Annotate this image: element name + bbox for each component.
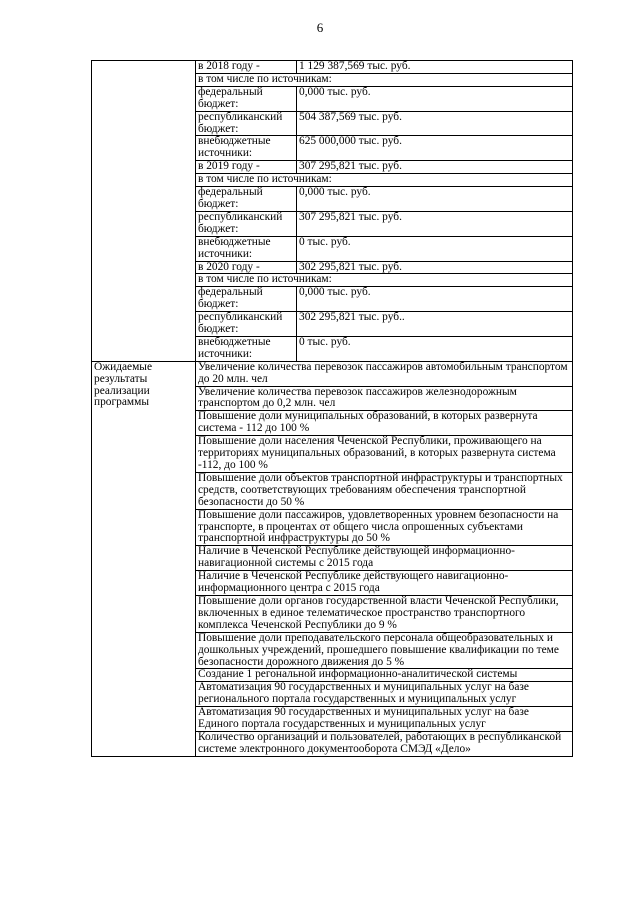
result-item: Повышение доли органов государственной власти Чеченской Республики, включенных в единое телематическое пространство транспортного комплекса Чеченской Республики до 9 % [196,595,573,632]
source-name: внебюджетные источники: [196,336,297,361]
result-item: Автоматизация 90 государственных и муниципальных услуг на базе регионального портала государственных и муниципальных услуг [196,682,573,707]
year-total: 1 129 387,569 тыс. руб. [297,61,573,74]
sources-header: в том числе по источникам: [196,73,573,86]
year-label: в 2018 году - [196,61,297,74]
result-row [92,361,573,386]
page-number: 6 [316,20,324,35]
result-item: Повышение доли муниципальных образований, в которых развернута система - 112 до 100 % [196,411,573,436]
source-value: 0 тыс. руб. [297,236,573,261]
source-name: республиканский бюджет: [196,312,297,337]
year-row [92,61,573,74]
source-name: федеральный бюджет: [196,287,297,312]
year-total: 302 295,821 тыс. руб. [297,261,573,274]
source-name: федеральный бюджет: [196,86,297,111]
result-item: Автоматизация 90 государственных и муниципальных услуг на базе Единого портала государственных и муниципальных услуг [196,707,573,732]
program-passport-table [91,60,573,757]
result-item: Повышение доли населения Чеченской Республики, проживающего на территориях муниципальных образований, в которых развернута система -112, до 100 % [196,436,573,473]
result-item: Наличие в Чеченской Республике действующей информационно-навигационной системы с 2015 года [196,546,573,571]
result-item: Увеличение количества перевозок пассажиров автомобильным транспортом до 20 млн. чел [196,361,573,386]
source-value: 0,000 тыс. руб. [297,287,573,312]
result-item: Повышение доли преподавательского персонала общеобразовательных и дошкольных учреждений, прошедшего повышение квалификации по теме безопасности дорожного движения до 5 % [196,632,573,669]
year-label: в 2020 году - [196,261,297,274]
source-value: 0 тыс. руб. [297,336,573,361]
result-item: Количество организаций и пользователей, работающих в республиканской системе электронного документооборота СМЭД «Дело» [196,731,573,756]
result-item: Повышение доли пассажиров, удовлетворенных уровнем безопасности на транспорте, в процентах от общего числа опрошенных субъектами транспортной инфраструктуры до 50 % [196,509,573,546]
funding-label-cell [92,61,196,362]
source-value: 0,000 тыс. руб. [297,86,573,111]
result-item: Наличие в Чеченской Республике действующего навигационно-информационного центра с 2015 года [196,571,573,596]
source-name: республиканский бюджет: [196,211,297,236]
source-name: внебюджетные источники: [196,136,297,161]
year-label: в 2019 году - [196,161,297,174]
sources-header: в том числе по источникам: [196,274,573,287]
source-value: 504 387,569 тыс. руб. [297,111,573,136]
result-item: Создание 1 регональной информационно-аналитической системы [196,669,573,682]
source-value: 625 000,000 тыс. руб. [297,136,573,161]
year-total: 307 295,821 тыс. руб. [297,161,573,174]
source-value: 307 295,821 тыс. руб. [297,211,573,236]
source-value: 302 295,821 тыс. руб.. [297,312,573,337]
results-label: Ожидаемые результаты реализации программы [92,361,196,756]
result-item: Повышение доли объектов транспортной инфраструктуры и транспортных средств, соответствующих требованиям обеспечения транспортной безопасности до 50 % [196,472,573,509]
result-item: Увеличение количества перевозок пассажиров железнодорожным транспортом до 0,2 млн. чел [196,386,573,411]
source-name: внебюджетные источники: [196,236,297,261]
source-name: федеральный бюджет: [196,187,297,212]
sources-header: в том числе по источникам: [196,174,573,187]
source-value: 0,000 тыс. руб. [297,187,573,212]
source-name: республиканский бюджет: [196,111,297,136]
